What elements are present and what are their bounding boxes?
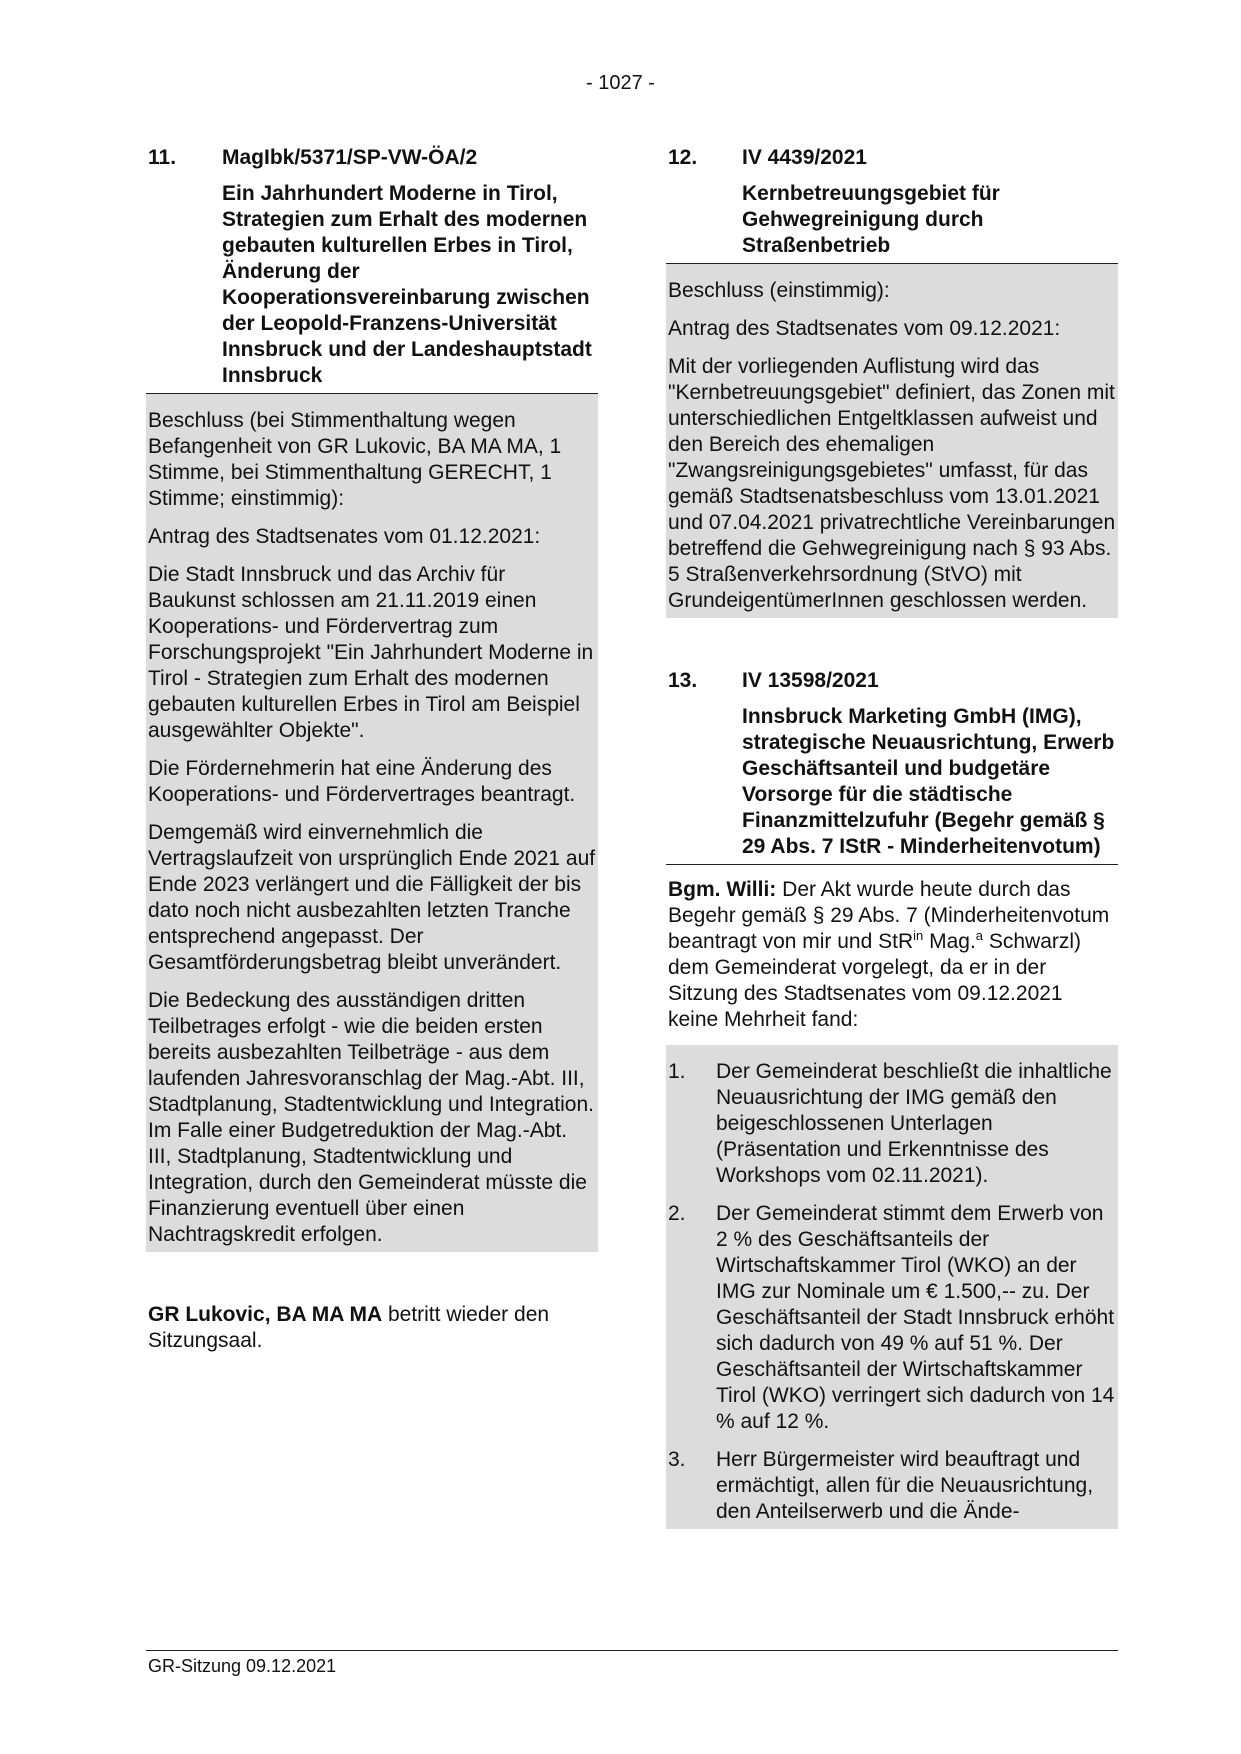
return-note-name: GR Lukovic, BA MA MA [148, 1303, 383, 1326]
return-note [146, 1302, 598, 1354]
item-11-title: Ein Jahrhundert Moderne in Tirol, Strategien zum Erhalt des modernen gebauten kulturellen Erbes in Tirol, Änderung der Kooperationsvereinbarung zwischen der Leopold-Franzens-Universität Innsbruck und der Landeshauptstadt Innsbruck [222, 182, 592, 387]
list-item-text: Der Gemeinderat beschließt die inhaltliche Neuausrichtung der IMG gemäß den beigeschlossenen Unterlagen (Präsentation und Erkenntnisse des Workshops vom 02.11.2021). [716, 1060, 1112, 1187]
item-13-number: 13. [668, 669, 698, 692]
item-13-sup2: a [975, 928, 984, 943]
list-item [668, 1189, 1116, 1435]
item-13-statement [666, 865, 1118, 1033]
item-11-resolution-block [146, 394, 598, 1252]
item-11-beschluss: Beschluss (bei Stimmenthaltung wegen Befangenheit von GR Lukovic, BA MA MA, 1 Stimme, bei Stimmenthaltung GERECHT, 1 Stimme; einstimmig): [148, 409, 562, 510]
item-11-paragraph: Die Fördernehmerin hat eine Änderung des Kooperations- und Fördervertrages beantragt. [148, 757, 576, 806]
list-item [668, 1059, 1116, 1189]
item-11-antrag: Antrag des Stadtsenates vom 01.12.2021: [148, 525, 541, 548]
item-13-resolutions-block [666, 1045, 1118, 1529]
item-13-speech-a: Der Akt wurde heute durch das Begehr gemäß § 29 Abs. 7 (Minderheitenvotum beantragt von mir und StR [668, 878, 1110, 953]
list-item-number: 2. [668, 1202, 686, 1225]
page-number: - 1027 - [586, 72, 655, 94]
item-11-number: 11. [148, 146, 177, 169]
item-13-resolution-list [668, 1059, 1116, 1525]
left-column [146, 145, 598, 1354]
footer-text: GR-Sitzung 09.12.2021 [148, 1656, 337, 1676]
list-item-text: Herr Bürgermeister wird beauftragt und ermächtigt, allen für die Neuausrichtung, den Anteilserwerb und die Ände- [716, 1448, 1094, 1523]
item-13-sup1: in [913, 928, 924, 943]
item-13-speech-c: Schwarzl) dem Gemeinderat vorgelegt, da er in der Sitzung des Stadtsenates vom 09.12.2021 keine Mehrheit fand: [668, 930, 1082, 1031]
right-column [666, 145, 1118, 1529]
return-note-text: betritt wieder den Sitzungsaal. [148, 1303, 550, 1352]
item-13-reference: IV 13598/2021 [742, 669, 879, 692]
item-11-reference: MagIbk/5371/SP-VW-ÖA/2 [222, 146, 478, 169]
item-13-speaker: Bgm. Willi: [668, 878, 777, 901]
item-12-header [668, 145, 1118, 171]
item-11-header [148, 145, 598, 171]
item-11-paragraph: Die Bedeckung des ausständigen dritten Teilbetrages erfolgt - wie die beiden ersten bereits ausbezahlten Teilbeträge - aus dem laufenden Jahresvoranschlag der Mag.-Abt. III, Stadtplanung, Stadtentwicklung und Integration. Im Falle einer Budgetreduktion der Mag.-Abt. III, Stadtplanung, Stadtentwicklung und Integration, durch den Gemeinderat müsste die Finanzierung eventuell über einen Nachtragskredit erfolgen. [148, 989, 594, 1246]
item-12-reference: IV 4439/2021 [742, 146, 867, 169]
list-item-number: 3. [668, 1448, 686, 1471]
item-12-resolution-block [666, 264, 1118, 618]
item-11-paragraph: Demgemäß wird einvernehmlich die Vertragslaufzeit von ursprünglich Ende 2021 auf Ende 2023 verlängert und die Fälligkeit der bis dato noch nicht ausbezahlten letzten Tranche entsprechend angepasst. Der Gesamtförderungsbetrag bleibt unverändert. [148, 821, 596, 974]
footer-divider [146, 1650, 1118, 1651]
item-13-speech-b: Mag. [923, 930, 976, 953]
item-13-title: Innsbruck Marketing GmbH (IMG), strategische Neuausrichtung, Erwerb Geschäftsanteil und budgetäre Vorsorge für die städtische Finanzmittelzufuhr (Begehr gemäß § 29 Abs. 7 IStR - Minderheitenvotum) [742, 705, 1115, 858]
item-12-title: Kernbetreuungsgebiet für Gehwegreinigung durch Straßenbetrieb [742, 182, 1000, 257]
list-item-number: 1. [668, 1060, 686, 1083]
item-12-beschluss: Beschluss (einstimmig): [668, 279, 890, 302]
item-12-number: 12. [668, 146, 698, 169]
list-item-text: Der Gemeinderat stimmt dem Erwerb von 2 % des Geschäftsanteils der Wirtschaftskammer Tirol (WKO) an der IMG zur Nominale um € 1.500,-- zu. Der Geschäftsanteil der Stadt Innsbruck erhöht sich dadurch von 49 % auf 51 %. Der Geschäftsanteil der Wirtschaftskammer Tirol (WKO) verringert sich dadurch von 14 % auf 12 %. [716, 1202, 1115, 1433]
list-item [668, 1435, 1116, 1525]
item-11-paragraph: Die Stadt Innsbruck und das Archiv für Baukunst schlossen am 21.11.2019 einen Kooperations- und Fördervertrag zum Forschungsprojekt "Ein Jahrhundert Moderne in Tirol - Strategien zum Erhalt des modernen gebauten kulturellen Erbes in Tirol am Beispiel ausgewählter Objekte". [148, 563, 594, 742]
item-13-header [668, 668, 1118, 694]
item-12-antrag: Antrag des Stadtsenates vom 09.12.2021: [668, 317, 1061, 340]
item-12-paragraph: Mit der vorliegenden Auflistung wird das "Kernbetreuungsgebiet" definiert, das Zonen mit unterschiedlichen Entgeltklassen aufweist und den Bereich des ehemaligen "Zwangsreinigungsgebietes" umfasst, für das gemäß Stadtsenatsbeschluss vom 13.01.2021 und 07.04.2021 privatrechtliche Vereinbarungen betreffend die Gehwegreinigung nach § 93 Abs. 5 Straßenverkehrsordnung (StVO) mit GrundeigentümerInnen geschlossen werden. [668, 355, 1116, 612]
